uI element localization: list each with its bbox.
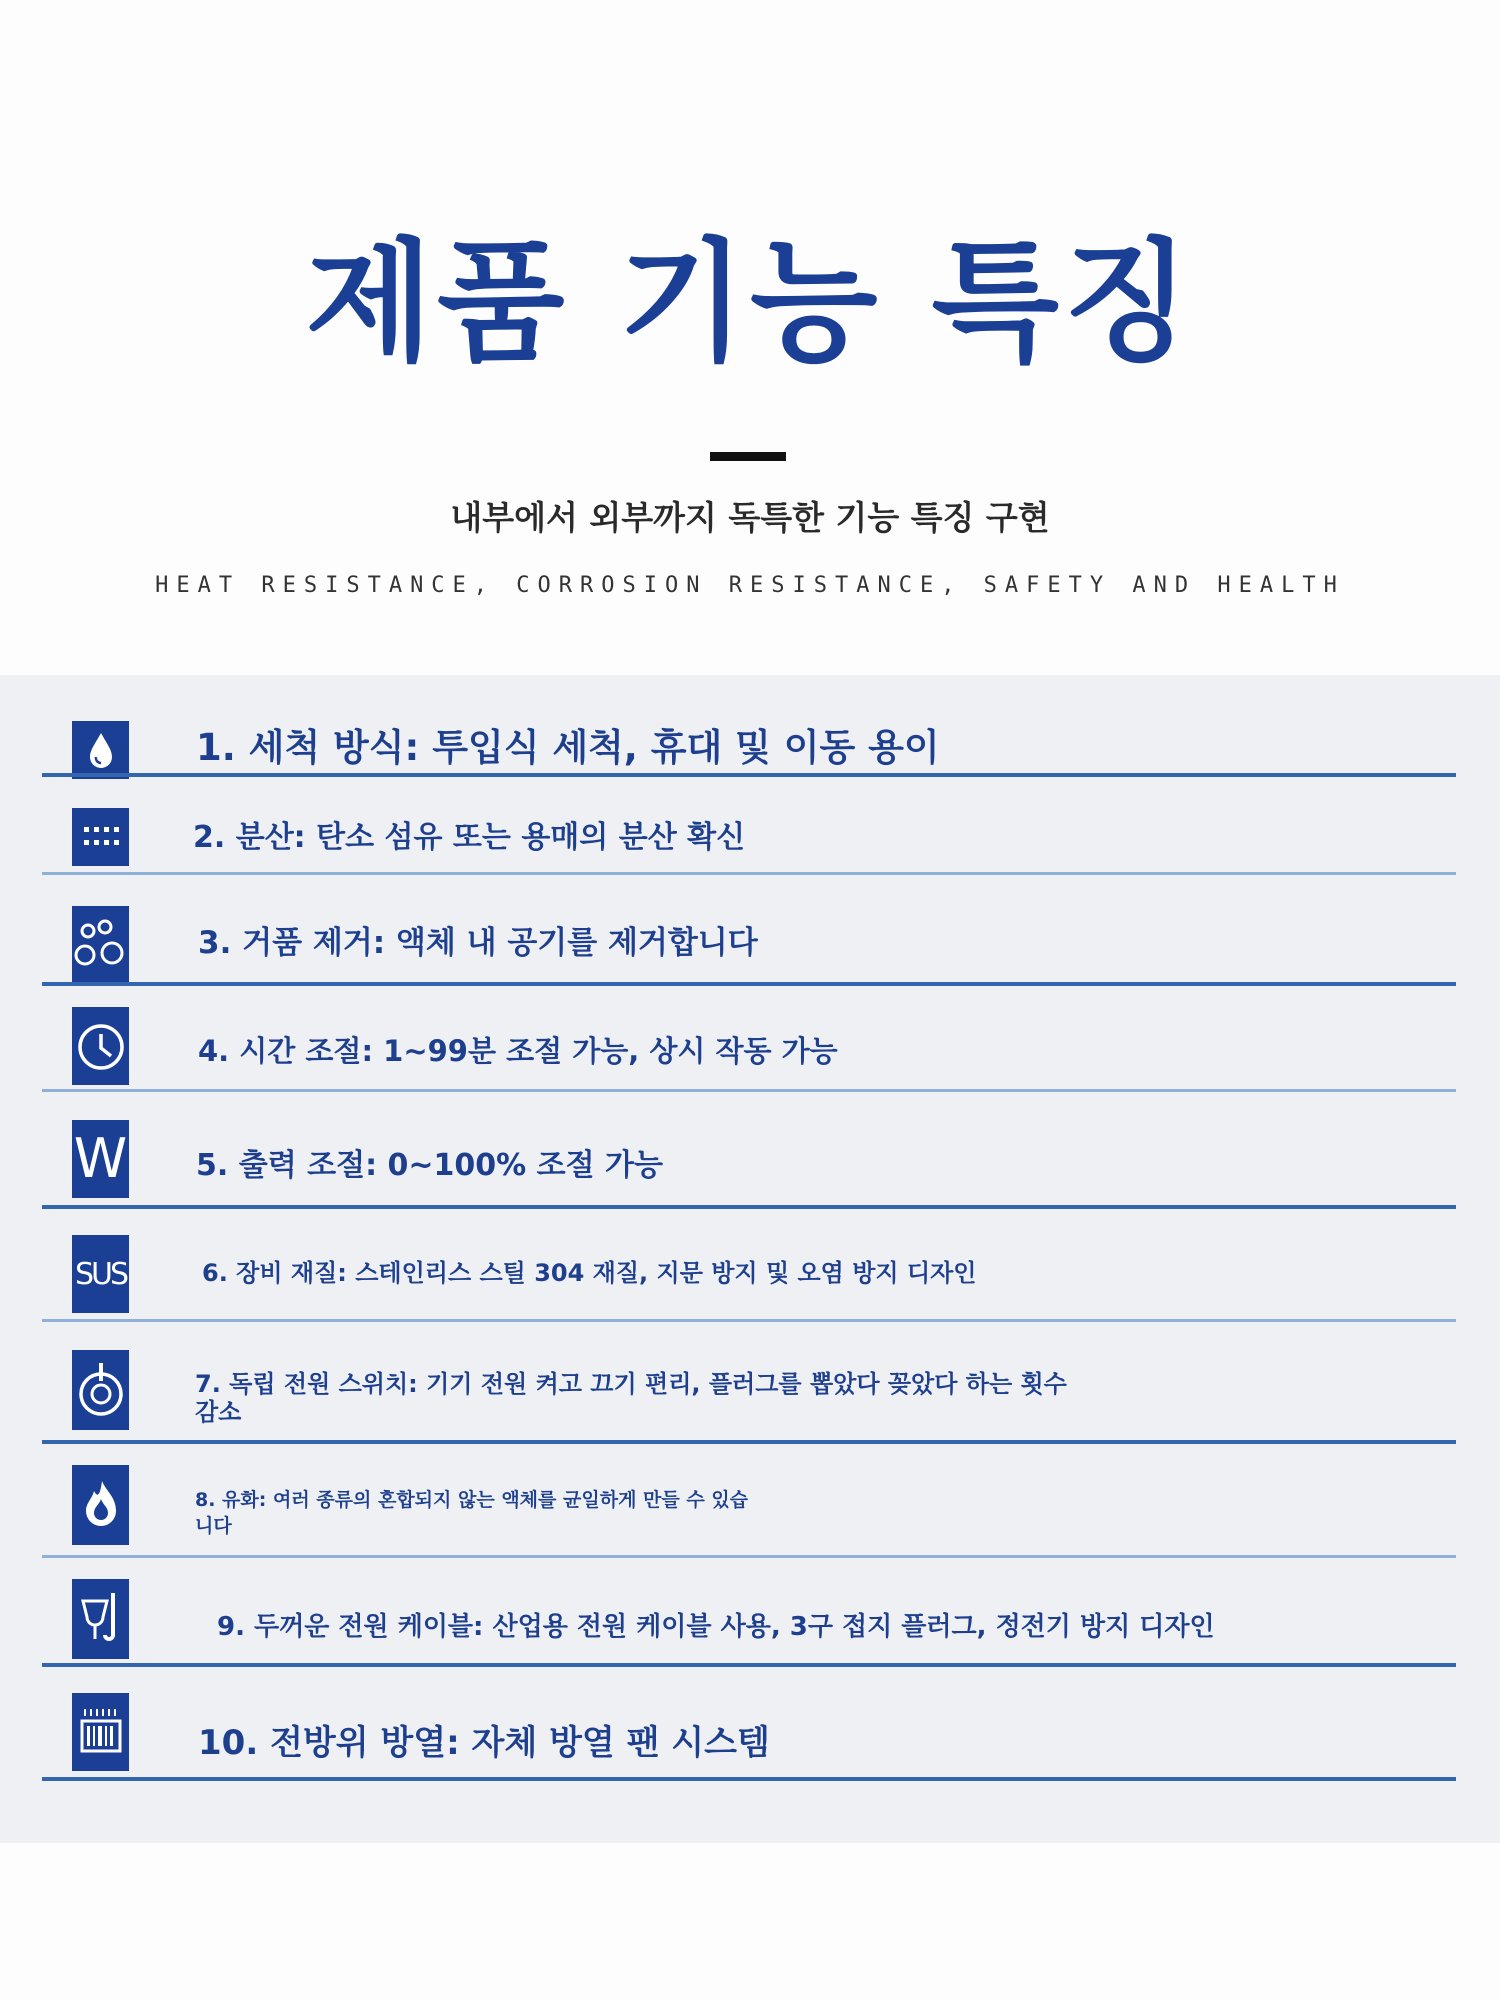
feature-label: 3. 거품 제거: 액체 내 공기를 제거합니다 (198, 925, 758, 961)
page-title: 제품 기능 특징 (305, 226, 1195, 380)
feature-divider (42, 982, 1456, 986)
feature-divider (42, 773, 1456, 777)
feature-label: 10. 전방위 방열: 자체 방열 팬 시스템 (198, 1723, 770, 1763)
header (0, 0, 1500, 675)
feature-panel (0, 675, 1500, 1843)
feature-divider (42, 1663, 1456, 1667)
feature-label: 8. 유화: 여러 종류의 혼합되지 않는 액체를 균일하게 만들 수 있습니다 (195, 1489, 749, 1537)
feature-label: 5. 출력 조절: 0~100% 조절 가능 (196, 1148, 664, 1183)
feature-divider (42, 1205, 1456, 1209)
dots-grid-icon (72, 808, 129, 866)
feature-label: 2. 분산: 탄소 섬유 또는 용매의 분산 확신 (193, 820, 746, 855)
stainless-steel-icon-text: SUS (74, 1256, 127, 1292)
feature-label: 6. 장비 재질: 스테인리스 스틸 304 재질, 지문 방지 및 오염 방지 디자인 (202, 1259, 977, 1287)
title-divider (710, 452, 786, 461)
page-subtitle: 내부에서 외부까지 독특한 기능 특징 구현 (450, 498, 1050, 537)
clock-icon (72, 1007, 129, 1085)
page-tagline: HEAT RESISTANCE, CORROSION RESISTANCE, SAFETY AND HEALTH (155, 573, 1345, 598)
flame-icon (72, 1465, 129, 1545)
feature-divider (42, 1555, 1456, 1558)
feature-divider (42, 1089, 1456, 1092)
watt-icon (72, 1120, 129, 1198)
feature-label: 7. 독립 전원 스위치: 기기 전원 켜고 끄기 편리, 플러그를 뽑았다 꽂았다 하는 횟수 감소 (195, 1370, 1067, 1426)
watt-icon-text: W (73, 1127, 128, 1190)
power-cable-icon (72, 1579, 129, 1659)
feature-label: 4. 시간 조절: 1~99분 조절 가능, 상시 작동 가능 (198, 1034, 838, 1068)
stainless-steel-icon (72, 1235, 129, 1313)
bubbles-icon (72, 906, 129, 984)
power-switch-icon (72, 1350, 129, 1430)
feature-label: 1. 세척 방식: 투입식 세척, 휴대 및 이동 용이 (196, 726, 940, 769)
feature-divider (42, 872, 1456, 875)
heat-vent-icon (72, 1693, 129, 1771)
water-drop-icon (72, 721, 129, 779)
feature-divider (42, 1777, 1456, 1781)
feature-label: 9. 두꺼운 전원 케이블: 산업용 전원 케이블 사용, 3구 접지 플러그, 정전기 방지 디자인 (217, 1612, 1215, 1642)
feature-divider (42, 1319, 1456, 1322)
feature-divider (42, 1440, 1456, 1444)
